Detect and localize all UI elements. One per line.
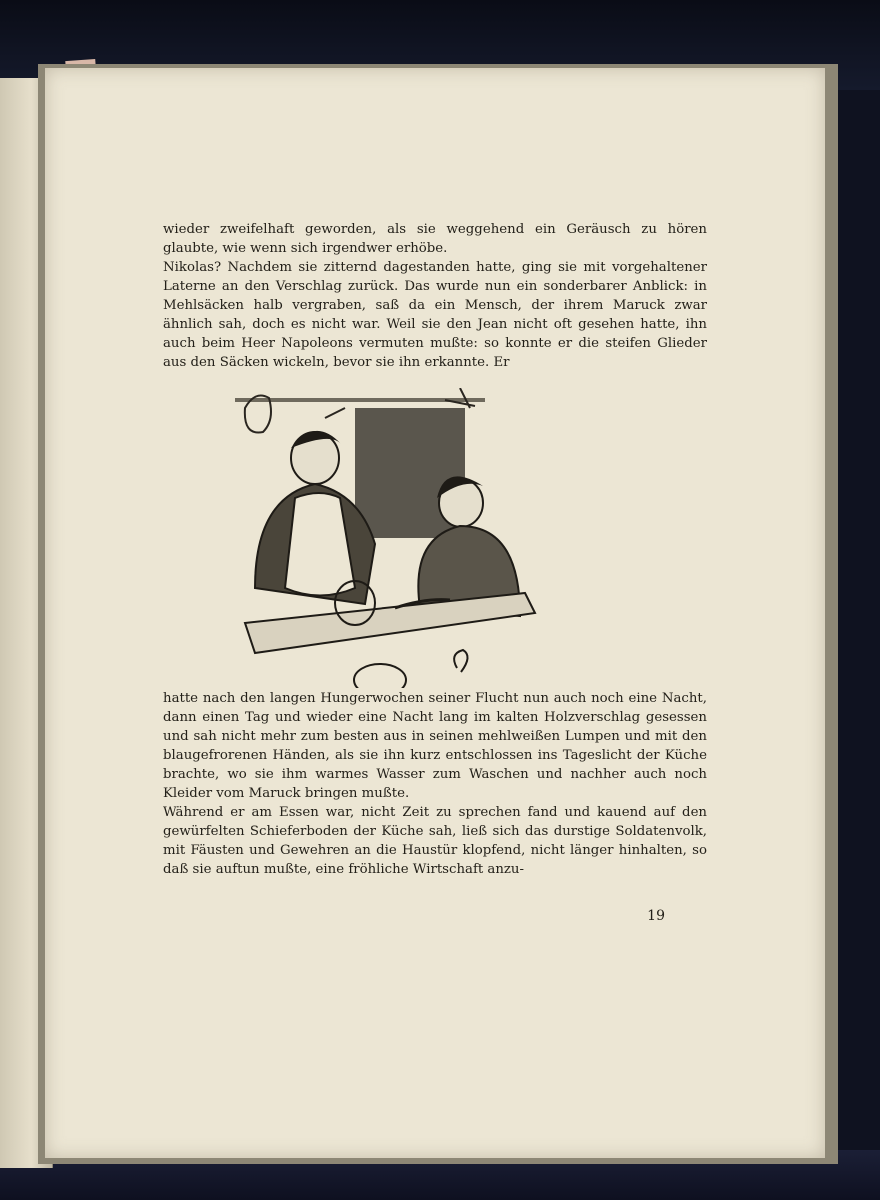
ink-illustration	[205, 388, 541, 688]
book-page	[45, 68, 825, 1158]
text-block-bottom: hatte nach den langen Hungerwochen seiner Flucht nun auch noch eine Nacht, dann einen Tag und wieder eine Nacht lang im kalten Holzverschlag gesessen und sah nicht mehr zum besten aus in seinen mehlweißen Lumpen und mit den blaugefrorenen Händen, als sie ihn kurz entschlossen ins Tageslicht der Küche brachte, wo sie ihm warmes Wasser zum Waschen und nachher auch noch Kleider vom Maruck bringen mußte. Während er am Essen war, nicht Zeit zu sprechen fand und kauend auf den gewürfelten Schieferboden der Küche sah, ließ sich das durstige Soldatenvolk, mit Fäusten und Gewehren an die Haustür klopfend, nicht länger hinhalten, so daß sie auftun mußte, eine fröhliche Wirtschaft anzu-	[163, 691, 707, 877]
bread-loaf	[354, 664, 406, 688]
table	[245, 593, 535, 653]
page-number: 19	[647, 908, 665, 924]
artist-monogram	[454, 650, 467, 672]
text-block-top: wieder zweifelhaft geworden, als sie weggehend ein Geräusch zu hören glaubte, wie wenn sich irgendwer erhöbe. Nikolas? Nachdem sie zitternd dagestanden hatte, ging sie mit vorgehaltener Laterne an den Verschlag zurück. Das wurde nun ein sonderbarer Anblick: in Mehlsäcken halb vergraben, saß da ein Mensch, der ihrem Maruck zwar ähnlich sah, doch es nicht war. Weil sie den Jean nicht oft gesehen hatte, ihn auch beim Heer Napoleons vermuten mußte: so konnte er die steifen Glieder aus den Säcken wickeln, bevor sie ihn erkannte. Er	[163, 222, 707, 370]
